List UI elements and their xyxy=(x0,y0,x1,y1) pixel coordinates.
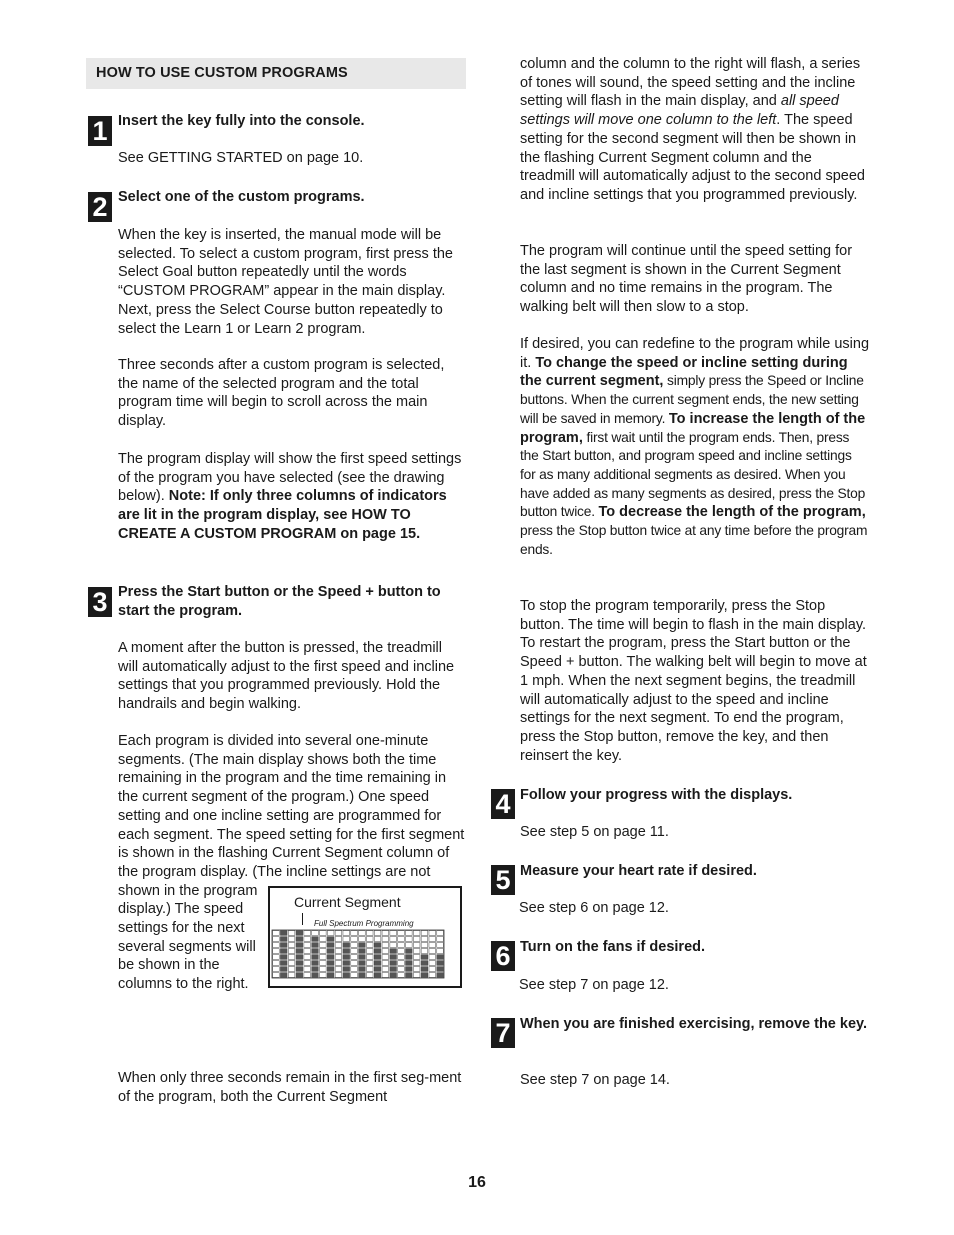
step-7-title: When you are finished exercising, remove the key. xyxy=(520,1016,868,1032)
step-number-6: 6 xyxy=(491,941,515,971)
led-cell xyxy=(374,937,381,942)
step-1-body: See GETTING STARTED on page 10. xyxy=(118,150,364,166)
led-cell xyxy=(437,943,444,948)
led-cell xyxy=(359,937,366,942)
led-cell xyxy=(351,943,358,948)
console-label: Full Spectrum Programming xyxy=(314,919,414,928)
led-cell xyxy=(437,967,444,972)
step-3-paragraph-2: Each program is divided into several one-minute segments. (The main display shows both the time remaining in the program and the time remaining in the current segment of the program.) One speed setting and one incline setting are programmed for each segment. The speed setting for the first segment is shown in the flashing Current Segment column of the program display. (The incline settings are not shown in the program display.) The speed settings for the next several segments will be shown in the columns to the right. xyxy=(118,733,465,993)
led-cell xyxy=(390,949,397,954)
step-2-title: Select one of the custom programs. xyxy=(118,189,365,205)
step-5-body: See step 6 on page 12. xyxy=(519,900,669,916)
step-3-title: Press the Start button or the Speed + button to start the program. xyxy=(118,584,441,619)
led-cell xyxy=(429,973,436,978)
led-cell xyxy=(288,949,295,954)
led-cell xyxy=(304,967,311,972)
led-cell xyxy=(312,973,319,978)
continued-paragraph: column and the column to the right will flash, a series of tones will sound, the speed setting and the incline setting will flash in the main display, and all speed settings will move one column to the left. The speed setting for the second segment will then be shown in the flashing Current Segment column and the treadmill will automatically adjust to the second speed and incline settings that you programmed previously. xyxy=(520,56,865,203)
led-cell xyxy=(382,943,389,948)
step-number-7: 7 xyxy=(491,1018,515,1048)
led-cell xyxy=(366,961,373,966)
led-cell xyxy=(335,961,342,966)
led-cell xyxy=(288,937,295,942)
led-cell xyxy=(390,943,397,948)
led-cell xyxy=(280,973,287,978)
led-cell xyxy=(413,967,420,972)
led-cell xyxy=(406,967,413,972)
led-cell xyxy=(437,973,444,978)
led-cell xyxy=(335,967,342,972)
step-number-5: 5 xyxy=(491,865,515,895)
led-cell xyxy=(398,961,405,966)
led-cell xyxy=(280,931,287,936)
page-number: 16 xyxy=(468,1174,486,1191)
led-cell xyxy=(320,943,327,948)
led-cell xyxy=(406,961,413,966)
led-cell xyxy=(390,973,397,978)
led-cell xyxy=(351,937,358,942)
led-cell xyxy=(273,943,280,948)
led-cell xyxy=(374,949,381,954)
led-cell xyxy=(327,931,334,936)
led-cell xyxy=(296,949,303,954)
led-cell xyxy=(273,931,280,936)
led-cell xyxy=(398,967,405,972)
led-cell xyxy=(421,943,428,948)
figure-caption: Current Segment xyxy=(294,894,401,910)
led-cell xyxy=(335,955,342,960)
step-1-title: Insert the key fully into the console. xyxy=(118,113,365,129)
led-cell xyxy=(273,949,280,954)
led-cell xyxy=(421,955,428,960)
led-cell xyxy=(280,943,287,948)
redefine-paragraph: If desired, you can redefine to the program while using it. To change the speed or incline setting during the current segment, simply press the Speed or Incline buttons. When the current segment ends, the new setting will be saved in memory. To increase the length of the program, first wait until the program ends. Then, press the Start button, and program speed and incline settings for as many additional segments as desired. When you have added as many segments as desired, press the Stop button twice. To decrease the length of the program, press the Stop button twice at any time before the program ends. xyxy=(520,336,870,557)
led-cell xyxy=(390,931,397,936)
led-cell xyxy=(398,949,405,954)
led-cell xyxy=(406,973,413,978)
led-cell xyxy=(296,943,303,948)
led-cell xyxy=(429,949,436,954)
led-cell xyxy=(413,973,420,978)
led-cell xyxy=(320,961,327,966)
led-cell xyxy=(390,955,397,960)
led-cell xyxy=(288,931,295,936)
led-cell xyxy=(304,949,311,954)
led-cell xyxy=(398,943,405,948)
led-cell xyxy=(280,937,287,942)
led-cell xyxy=(312,937,319,942)
step-2-paragraph-2: Three seconds after a custom program is selected, the name of the selected program and the total program time will begin to scroll across the main display. xyxy=(118,357,445,430)
led-cell xyxy=(429,967,436,972)
led-cell xyxy=(343,967,350,972)
led-cell xyxy=(406,949,413,954)
led-cell xyxy=(421,931,428,936)
led-cell xyxy=(359,967,366,972)
program-display-figure xyxy=(268,886,462,988)
led-cell xyxy=(437,937,444,942)
step-4-title: Follow your progress with the displays. xyxy=(520,787,793,803)
led-cell xyxy=(382,949,389,954)
led-cell xyxy=(366,955,373,960)
led-cell xyxy=(280,967,287,972)
led-cell xyxy=(304,943,311,948)
led-cell xyxy=(421,937,428,942)
led-cell xyxy=(413,949,420,954)
step-6-title: Turn on the fans if desired. xyxy=(520,939,706,955)
led-cell xyxy=(320,955,327,960)
led-cell xyxy=(327,937,334,942)
led-cell xyxy=(343,943,350,948)
led-cell xyxy=(374,943,381,948)
led-cell xyxy=(273,937,280,942)
led-cell xyxy=(366,937,373,942)
led-cell xyxy=(327,949,334,954)
led-cell xyxy=(351,961,358,966)
led-cell xyxy=(398,955,405,960)
led-cell xyxy=(359,955,366,960)
led-cell xyxy=(304,973,311,978)
led-cell xyxy=(382,967,389,972)
led-cell xyxy=(343,973,350,978)
led-cell xyxy=(398,931,405,936)
step-number-1: 1 xyxy=(88,116,112,146)
led-cell xyxy=(273,973,280,978)
led-cell xyxy=(382,973,389,978)
led-cell xyxy=(351,949,358,954)
led-cell xyxy=(413,943,420,948)
led-cell xyxy=(288,961,295,966)
led-cell xyxy=(288,955,295,960)
led-cell xyxy=(437,931,444,936)
led-cell xyxy=(312,943,319,948)
led-cell xyxy=(312,961,319,966)
led-cell xyxy=(351,955,358,960)
led-cell xyxy=(343,949,350,954)
led-cell xyxy=(273,961,280,966)
led-cell xyxy=(343,937,350,942)
led-cell xyxy=(359,961,366,966)
led-cell xyxy=(398,973,405,978)
led-cell xyxy=(273,955,280,960)
led-cell xyxy=(437,955,444,960)
led-cell xyxy=(429,955,436,960)
led-cell xyxy=(398,937,405,942)
led-cell xyxy=(359,943,366,948)
led-cell xyxy=(327,943,334,948)
led-cell xyxy=(429,931,436,936)
step-2-paragraph-3: The program display will show the first speed settings of the program you have selected (see the drawing below). Note: If only three columns of indicators are lit in the program display, see HOW TO CREATE A CUSTOM PROGRAM on page 15. xyxy=(118,451,462,542)
step-2-paragraph-1: When the key is inserted, the manual mode will be selected. To select a custom program, first press the Select Goal button repeatedly until the words “CUSTOM PROGRAM” appear in the main display. Next, press the Select Course button repeatedly to select the Learn 1 or Learn 2 program. xyxy=(118,227,453,337)
led-cell xyxy=(343,955,350,960)
led-cell xyxy=(343,961,350,966)
led-cell xyxy=(429,961,436,966)
led-cell xyxy=(280,961,287,966)
step-number-4: 4 xyxy=(491,789,515,819)
led-cell xyxy=(366,943,373,948)
led-cell xyxy=(406,931,413,936)
led-cell xyxy=(296,937,303,942)
section-header: HOW TO USE CUSTOM PROGRAMS xyxy=(86,58,466,89)
led-cell xyxy=(421,973,428,978)
led-cell xyxy=(335,931,342,936)
led-cell xyxy=(320,967,327,972)
led-cell xyxy=(390,937,397,942)
led-cell xyxy=(320,973,327,978)
led-cell xyxy=(366,967,373,972)
led-cell xyxy=(327,961,334,966)
led-cell xyxy=(296,973,303,978)
led-cell xyxy=(437,949,444,954)
led-cell xyxy=(320,931,327,936)
led-cell xyxy=(390,967,397,972)
led-cell xyxy=(296,931,303,936)
led-cell xyxy=(429,943,436,948)
led-cell xyxy=(296,961,303,966)
led-cell xyxy=(382,937,389,942)
led-cell xyxy=(366,931,373,936)
led-cell xyxy=(437,961,444,966)
led-cell xyxy=(335,937,342,942)
program-end-paragraph: The program will continue until the speed setting for the last segment is shown in the Current Segment column and no time remains in the program. The walking belt will then slow to a stop. xyxy=(520,243,853,316)
led-cell xyxy=(366,949,373,954)
led-cell xyxy=(304,955,311,960)
led-cell xyxy=(374,931,381,936)
led-cell xyxy=(288,943,295,948)
led-cell xyxy=(366,973,373,978)
led-cell xyxy=(374,961,381,966)
led-grid xyxy=(270,888,460,986)
step-7-body: See step 7 on page 14. xyxy=(520,1072,670,1088)
led-cell xyxy=(304,961,311,966)
led-cell xyxy=(359,973,366,978)
led-cell xyxy=(429,937,436,942)
led-cell xyxy=(273,967,280,972)
led-cell xyxy=(413,931,420,936)
led-cell xyxy=(327,973,334,978)
led-cell xyxy=(351,967,358,972)
led-cell xyxy=(421,967,428,972)
led-cell xyxy=(335,949,342,954)
led-cell xyxy=(312,967,319,972)
led-cell xyxy=(320,949,327,954)
led-cell xyxy=(359,931,366,936)
led-cell xyxy=(304,931,311,936)
led-cell xyxy=(421,961,428,966)
step-6-body: See step 7 on page 12. xyxy=(519,977,669,993)
led-cell xyxy=(374,955,381,960)
led-cell xyxy=(406,943,413,948)
step-4-body: See step 5 on page 11. xyxy=(520,824,669,840)
led-cell xyxy=(406,955,413,960)
led-cell xyxy=(312,955,319,960)
step-3-paragraph-1: A moment after the button is pressed, the treadmill will automatically adjust to the first speed and incline settings that you programmed previously. Hold the handrails and begin walking. xyxy=(118,640,455,713)
led-cell xyxy=(382,955,389,960)
led-cell xyxy=(413,937,420,942)
step-5-title: Measure your heart rate if desired. xyxy=(520,863,757,879)
led-cell xyxy=(406,937,413,942)
led-cell xyxy=(312,931,319,936)
step-3-paragraph-3: When only three seconds remain in the first seg-ment of the program, both the Current Segment xyxy=(118,1070,462,1105)
led-cell xyxy=(413,955,420,960)
led-cell xyxy=(280,955,287,960)
led-cell xyxy=(343,931,350,936)
led-cell xyxy=(296,967,303,972)
led-cell xyxy=(335,943,342,948)
led-cell xyxy=(280,949,287,954)
led-cell xyxy=(312,949,319,954)
led-cell xyxy=(351,931,358,936)
step-number-2: 2 xyxy=(88,192,112,222)
led-cell xyxy=(374,973,381,978)
led-cell xyxy=(288,967,295,972)
led-cell xyxy=(296,955,303,960)
led-cell xyxy=(288,973,295,978)
led-cell xyxy=(327,967,334,972)
led-cell xyxy=(320,937,327,942)
led-cell xyxy=(382,931,389,936)
led-cell xyxy=(327,955,334,960)
led-cell xyxy=(359,949,366,954)
stop-paragraph: To stop the program temporarily, press the Stop button. The time will begin to flash in the main display. To restart the program, press the Start button or the Speed + button. The walking belt will begin to move at 1 mph. When the next segment begins, the treadmill will automatically adjust to the speed and incline settings for the next segment. To end the program, press the Stop button, remove the key, and then reinsert the key. xyxy=(520,598,867,764)
led-cell xyxy=(421,949,428,954)
led-cell xyxy=(413,961,420,966)
step-number-3: 3 xyxy=(88,587,112,617)
led-cell xyxy=(390,961,397,966)
led-cell xyxy=(304,937,311,942)
led-cell xyxy=(351,973,358,978)
led-cell xyxy=(335,973,342,978)
led-cell xyxy=(382,961,389,966)
led-cell xyxy=(374,967,381,972)
